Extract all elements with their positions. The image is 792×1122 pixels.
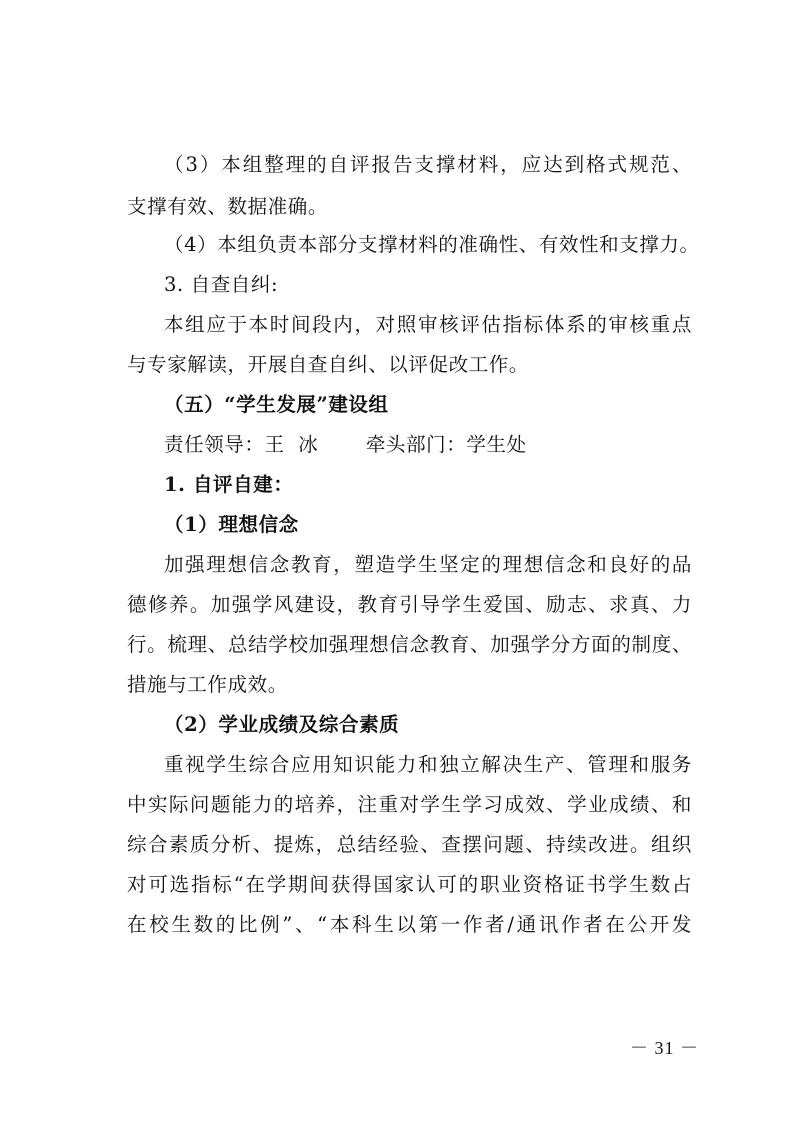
- section-heading: 3. 自查自纠:: [164, 273, 279, 296]
- paragraph-line: 中实际问题能力的培养，注重对学生学习成效、学业成绩、和: [127, 793, 692, 816]
- responsibility-line: 责任领导：王 冰 牵头部门：学生处: [164, 433, 527, 456]
- paragraph-line: 与专家解读，开展自查自纠、以评促改工作。: [127, 353, 530, 376]
- paragraph-line: 综合素质分析、提炼，总结经验、查摆问题、持续改进。组织: [127, 833, 692, 856]
- paragraph-line: 加强理想信念教育，塑造学生坚定的理想信念和良好的品: [164, 553, 692, 576]
- paragraph-line: 本组应于本时间段内，对照审核评估指标体系的审核重点: [164, 313, 692, 336]
- paragraph-line: 在校生数的比例”、“本科生以第一作者/通讯作者在公开发: [127, 913, 692, 936]
- page-number: － 31 －: [630, 1038, 699, 1058]
- paragraph-line: 支撑有效、数据准确。: [127, 195, 329, 218]
- paragraph-line: 行。梳理、总结学校加强理想信念教育、加强学分方面的制度、: [127, 633, 692, 656]
- section-heading: （五）“学生发展”建设组: [164, 393, 389, 416]
- paragraph-line: （4）本组负责本部分支撑材料的准确性、有效性和支撑力。: [164, 233, 700, 256]
- section-heading: 1. 自评自建：: [164, 473, 294, 496]
- paragraph-line: 对可选指标“在学期间获得国家认可的职业资格证书学生数占: [127, 873, 692, 896]
- paragraph-line: 措施与工作成效。: [127, 673, 288, 696]
- subsection-heading: （1）理想信念: [164, 513, 299, 536]
- paragraph-line: 重视学生综合应用知识能力和独立解决生产、管理和服务: [164, 753, 692, 776]
- paragraph-line: （3）本组整理的自评报告支撑材料，应达到格式规范、: [164, 153, 692, 176]
- subsection-heading: （2）学业成绩及综合素质: [164, 713, 400, 736]
- paragraph-line: 德修养。加强学风建设，教育引导学生爱国、励志、求真、力: [127, 593, 692, 616]
